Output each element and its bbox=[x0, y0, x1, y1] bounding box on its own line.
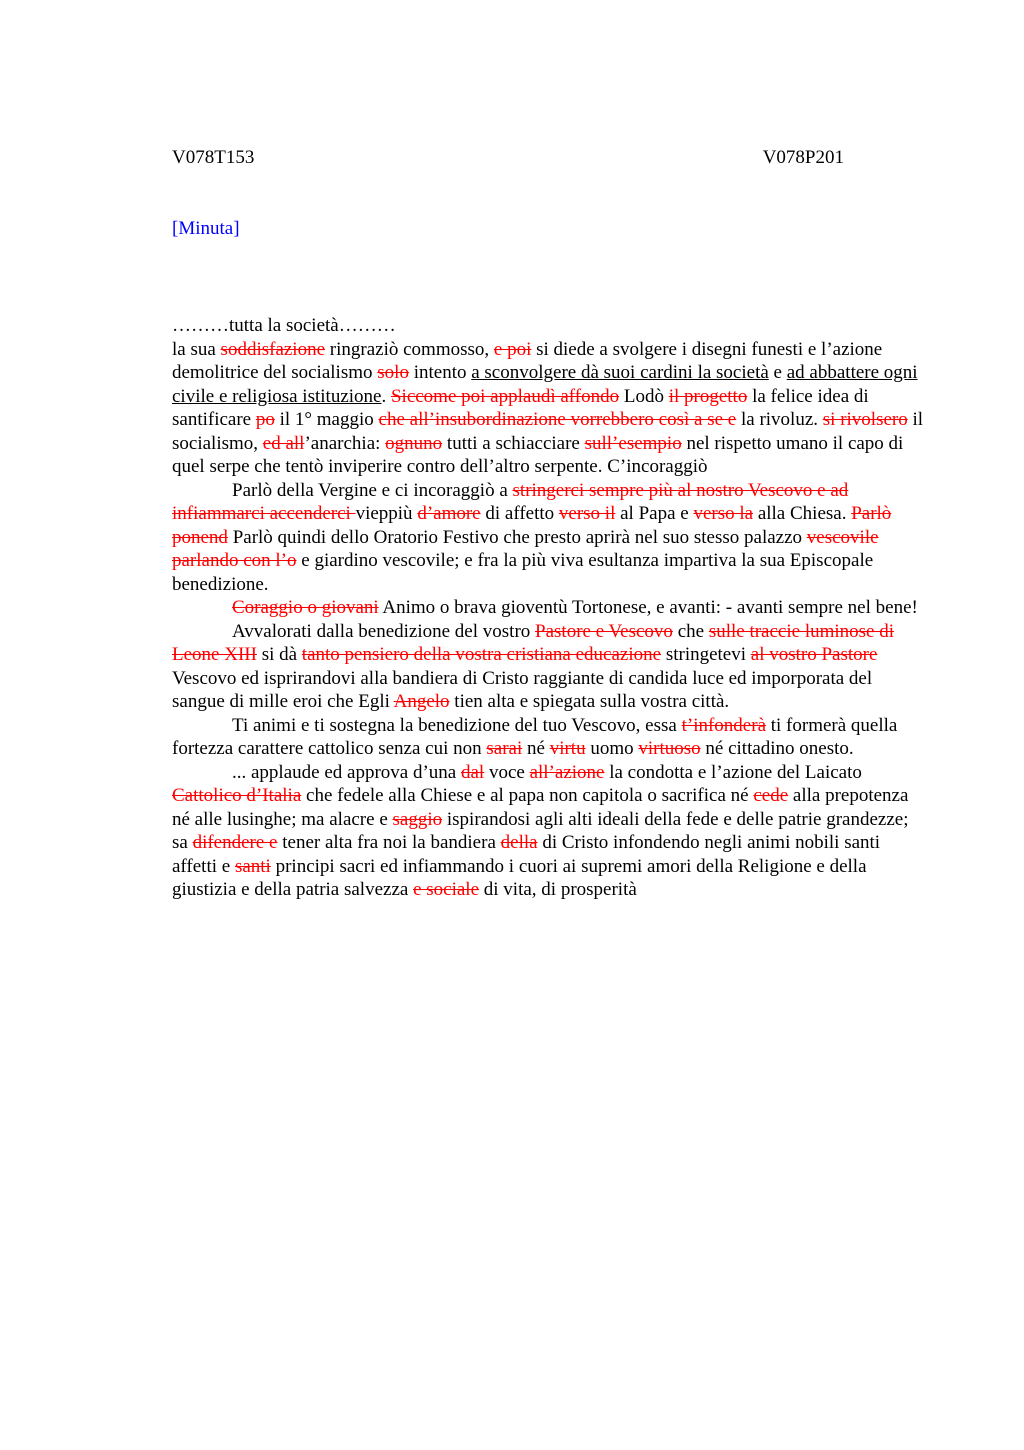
text-segment: si dà bbox=[256, 644, 302, 665]
paragraph bbox=[172, 714, 924, 761]
deleted-text: santi bbox=[234, 855, 271, 877]
paragraph bbox=[172, 338, 924, 479]
transcription-body bbox=[172, 314, 924, 902]
text-segment: Lodò bbox=[619, 385, 669, 407]
paragraph bbox=[172, 596, 924, 620]
deleted-text: al vostro Pastore bbox=[750, 644, 878, 665]
deleted-text: si rivolsero bbox=[822, 409, 908, 430]
minuta-label: [Minuta] bbox=[172, 218, 240, 239]
text-segment: Avvalorati dalla benedizione del vostro bbox=[232, 620, 536, 642]
text-segment: che bbox=[672, 620, 709, 642]
paragraph bbox=[172, 479, 924, 597]
deleted-text: Cattolico d’Italia bbox=[172, 785, 302, 806]
text-segment: la rivoluz. bbox=[736, 409, 823, 430]
text-segment: ’anarchia: bbox=[304, 432, 386, 454]
text-segment: alla prepotenza né alle lusinghe; ma alacre e bbox=[172, 785, 909, 830]
deleted-text: virtuoso bbox=[638, 738, 701, 759]
text-segment: principi sacri ed infiammando i cuori ai supremi amori della Religione e della giustizia e della patria salvezza bbox=[172, 855, 867, 900]
text-segment: e bbox=[768, 362, 787, 383]
text-segment: stringetevi bbox=[661, 644, 751, 665]
deleted-text: sarai bbox=[486, 738, 523, 759]
text-segment: la condotta e l’azione del Laicato bbox=[604, 761, 862, 783]
text-segment: il 1° maggio bbox=[274, 409, 379, 430]
right-document-code: V078P201 bbox=[762, 147, 844, 168]
text-segment: ispirandosi agli alti ideali della fede e delle patrie grandezze; sa bbox=[172, 808, 909, 853]
text-segment: voce bbox=[484, 761, 530, 783]
text-segment: la felice idea di santificare bbox=[172, 385, 869, 430]
deleted-text: virtu bbox=[549, 738, 586, 759]
deleted-text: solo bbox=[377, 362, 409, 383]
deleted-text: ognuno bbox=[385, 432, 443, 454]
deleted-text: soddisfazione bbox=[220, 338, 326, 360]
deleted-text: Angelo bbox=[393, 691, 450, 712]
text-segment: né bbox=[522, 738, 550, 759]
deleted-text: cede bbox=[753, 785, 789, 806]
deleted-text: ed all bbox=[262, 432, 305, 454]
paragraph bbox=[172, 620, 924, 714]
deleted-text: sull’esempio bbox=[584, 432, 682, 454]
text-segment: il socialismo, bbox=[172, 409, 924, 454]
deleted-text: e sociale bbox=[413, 879, 480, 900]
text-segment: uomo bbox=[585, 738, 639, 759]
text-segment: vieppiù bbox=[355, 503, 418, 524]
text-segment: che fedele alla Chiese e al papa non capitola o sacrifica né bbox=[301, 785, 754, 806]
deleted-text: saggio bbox=[392, 808, 443, 830]
deleted-text: Siccome poi applaudì affondo bbox=[390, 385, 620, 407]
text-segment: tener alta fra noi la bandiera bbox=[277, 832, 501, 853]
deleted-text: verso la bbox=[693, 503, 754, 524]
deleted-text: Pastore e Vescovo bbox=[535, 620, 673, 642]
text-segment: di Cristo infondendo negli animi nobili santi affetti e bbox=[172, 832, 881, 877]
text-segment: e giardino vescovile; e fra la più viva esultanza impartiva la sua Episcopale benedizione. bbox=[172, 550, 874, 595]
text-segment: Ti animi e ti sostegna la benedizione del tuo Vescovo, essa bbox=[232, 714, 682, 736]
text-segment: ... applaude ed approva d’una bbox=[232, 761, 461, 783]
deleted-text: sulle traccie luminose di Leone XIII bbox=[172, 620, 895, 665]
paragraph bbox=[172, 314, 924, 338]
text-segment: ………tutta la società……… bbox=[172, 315, 396, 336]
text-segment: tien alta e spiegata sulla vostra città. bbox=[449, 691, 730, 712]
deleted-text: che all’insubordinazione vorrebbero così a se e bbox=[378, 409, 737, 430]
deleted-text: verso il bbox=[558, 503, 616, 524]
text-segment: Vescovo ed isprirandovi alla bandiera di Cristo raggiante di candida luce ed imporporata del sangue di mille eroi che Egli bbox=[172, 667, 873, 712]
text-segment: al Papa e bbox=[615, 503, 694, 524]
text-segment: tutti a schiacciare bbox=[442, 432, 585, 454]
deleted-text: della bbox=[500, 832, 538, 853]
text-segment: nel rispetto umano il capo di quel serpe che tentò inviperire contro dell’altro serpente. C’incoraggiò bbox=[172, 432, 904, 477]
deleted-text: t’infonderà bbox=[681, 714, 766, 736]
text-segment: alla Chiesa. bbox=[753, 503, 852, 524]
text-segment: di vita, di prosperità bbox=[479, 879, 637, 900]
deleted-text: stringerci sempre più al nostro Vescovo e ad infiammarci accenderci bbox=[172, 479, 849, 524]
deleted-text: d’amore bbox=[417, 503, 481, 524]
underlined-text: ad abbattere ogni civile e religiosa istituzione bbox=[172, 362, 918, 407]
deleted-text: vescovile parlando con l’o bbox=[172, 526, 879, 571]
paragraph bbox=[172, 761, 924, 902]
text-segment: si diede a svolgere i disegni funesti e l’azione demolitrice del socialismo bbox=[172, 338, 883, 383]
deleted-text: il progetto bbox=[668, 385, 748, 407]
deleted-text: tanto pensiero della vostra cristiana educazione bbox=[301, 644, 662, 665]
text-segment: di affetto bbox=[480, 503, 559, 524]
text-segment: né cittadino onesto. bbox=[700, 738, 854, 759]
text-segment: ringraziò commosso, bbox=[325, 338, 494, 360]
left-document-code: V078T153 bbox=[172, 147, 255, 168]
deleted-text: dal bbox=[460, 761, 485, 783]
text-segment: la sua bbox=[172, 338, 221, 360]
text-segment: Parlò della Vergine e ci incoraggiò a bbox=[232, 479, 513, 501]
deleted-text: po bbox=[255, 409, 275, 430]
text-segment: . bbox=[381, 385, 391, 407]
text-segment: Parlò quindi dello Oratorio Festivo che presto aprirà nel suo stesso palazzo bbox=[227, 526, 807, 548]
deleted-text: all’azione bbox=[529, 761, 605, 783]
deleted-text: difendere e bbox=[192, 832, 278, 853]
deleted-text: Parlò ponend bbox=[172, 503, 892, 548]
text-segment: ti formerà quella fortezza carattere cattolico senza cui non bbox=[172, 714, 898, 759]
text-segment: intento bbox=[408, 362, 472, 383]
text-segment: Animo o brava gioventù Tortonese, e avanti: - avanti sempre nel bene! bbox=[378, 597, 918, 618]
underlined-text: a sconvolgere dà suoi cardini la società bbox=[471, 362, 769, 383]
deleted-text: e poi bbox=[493, 338, 532, 360]
deleted-text: Coraggio o giovani bbox=[232, 597, 379, 618]
